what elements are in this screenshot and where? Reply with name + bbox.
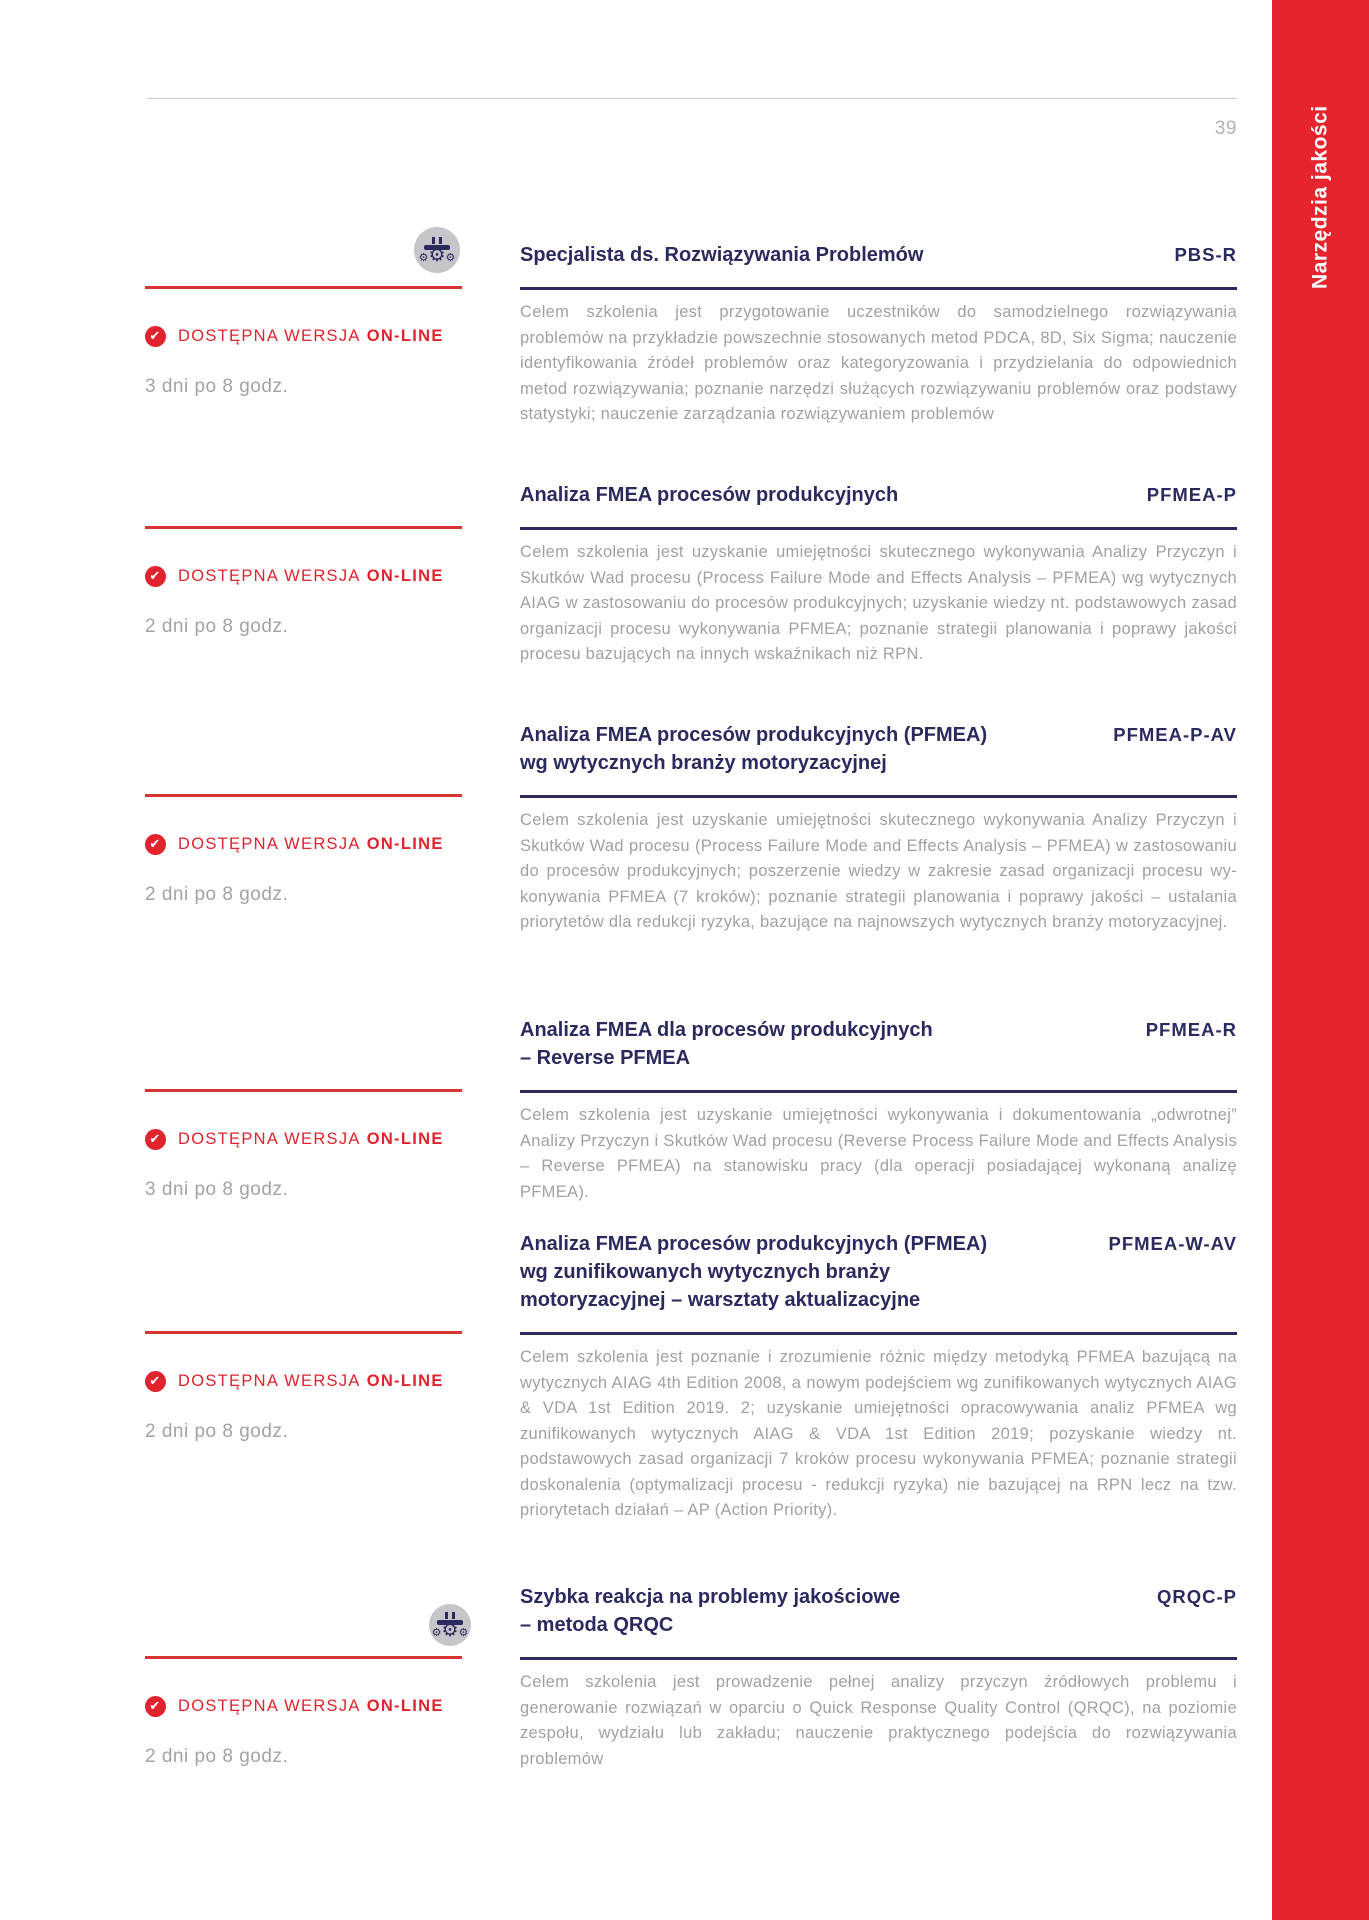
online-badge-bold: ON-LINE [366, 566, 444, 585]
online-badge-bold: ON-LINE [366, 1371, 444, 1390]
online-badge-bold: ON-LINE [366, 834, 444, 853]
course-duration: 2 dni po 8 godz. [145, 884, 289, 905]
course-code: PFMEA-P-AV [1113, 724, 1237, 745]
left-divider [145, 1656, 462, 1659]
title-underline [520, 527, 1237, 530]
course-description: Celem szkolenia jest przygotowanie uczestników do samodzielnego rozwiązywania problemów na przykładzie powszechnie stosowanych metod PDCA, 8D, Six Sigma; nauczenie identyfikowania źródeł problemów oraz kategoryzowania i przydzielania do odpowiednich metod rozwiązywania; poznanie narzędzi służących rozwiązywaniu problemów oraz podstawy statystyki; nauczenie zarządzania rozwiązywaniem problemów [520, 303, 1237, 423]
course-header [520, 481, 1237, 509]
course-header [520, 1016, 1237, 1072]
title-underline [520, 1332, 1237, 1335]
left-divider [145, 526, 462, 529]
course-code: PFMEA-W-AV [1108, 1233, 1237, 1254]
online-available-badge [145, 1694, 444, 1718]
course-title: Analiza FMEA procesów produkcyjnych (PFMEA) wg zunifikowanych wytycznych branży motoryzacyjnej – warsztaty aktualizacyjne [520, 1233, 988, 1311]
course-code: PBS-R [1174, 244, 1237, 265]
check-circle-icon: ✔ [145, 326, 166, 347]
course-header [520, 1230, 1237, 1314]
online-badge-bold: ON-LINE [366, 1129, 444, 1148]
online-available-badge [145, 324, 444, 348]
left-divider [145, 286, 462, 289]
course-header [520, 241, 1237, 269]
course-code: PFMEA-R [1145, 1019, 1237, 1040]
title-underline [520, 1657, 1237, 1660]
course-duration: 2 dni po 8 godz. [145, 616, 289, 637]
left-divider [145, 794, 462, 797]
course-code: PFMEA-P [1146, 484, 1237, 505]
online-available-badge [145, 564, 444, 588]
online-badge-text: DOSTĘPNA WERSJA [178, 834, 361, 853]
course-duration: 3 dni po 8 godz. [145, 376, 289, 397]
course-description: Celem szkolenia jest uzyskanie umiejętności skutecznego wykonywania Analizy Przyczyn i Skutków Wad procesu (Process Failure Mode and Effects Analysis – PFMEA) w zastosowaniu do procesów produkcyjnych; poszerzenie wiedzy w zakresie zasad organizacji procesu wy-konywania PFMEA (7 kroków); poznanie strategii planowania i poprawy jakości – ustalania priorytetów dla redukcji ryzyka, bazujące na najnowszych wytycznych branży motoryzacyjnej. [520, 811, 1237, 931]
course-description: Celem szkolenia jest prowadzenie pełnej analizy przyczyn źródłowych problemu i generowanie rozwiązań w oparciu o Quick Response Quality Control (QRQC), na poziomie zespołu, wydziału lub zakładu; nauczenie praktycznego podejścia do rozwiązywania problemów [520, 1673, 1237, 1768]
course-title: Specjalista ds. Rozwiązywania Problemów [520, 244, 924, 266]
check-circle-icon: ✔ [145, 1696, 166, 1717]
check-circle-icon: ✔ [145, 834, 166, 855]
workshop-gears-icon: ⚙⚙⚙ [429, 1604, 471, 1646]
course-title: Analiza FMEA procesów produkcyjnych (PFMEA) wg wytycznych branży motoryzacyjnej [520, 724, 988, 774]
category-sidebar-label: Narzędzia jakości [1308, 105, 1332, 289]
online-available-badge [145, 1127, 444, 1151]
online-badge-bold: ON-LINE [366, 326, 444, 345]
check-circle-icon: ✔ [145, 566, 166, 587]
title-underline [520, 795, 1237, 798]
course-title: Analiza FMEA dla procesów produkcyjnych – Reverse PFMEA [520, 1019, 933, 1069]
course-title: Szybka reakcja na problemy jakościowe – metoda QRQC [520, 1586, 901, 1636]
online-badge-text: DOSTĘPNA WERSJA [178, 326, 361, 345]
course-description: Celem szkolenia jest poznanie i zrozumienie różnic między metodyką PFMEA bazującą na wytycznych AIAG 4th Edition 2008, a nowym podejściem wg zunifikowanych wytycznych AIAG & VDA 1st Edition 2019. 2; uzyskanie umiejętności opracowywania analiz PFMEA wg zunifikowanych wytycznych AIAG & VDA 1st Edition 2019; pozyskanie wiedzy nt. podstawowych zasad organizacji 7 kroków procesu wykonywania PFMEA; poznanie strategii doskonalenia (optymalizacji procesu - redukcji ryzyka) nie bazującej na RPN lecz na tzw. priorytetach działań – AP (Action Priority). [520, 1348, 1237, 1519]
title-underline [520, 287, 1237, 290]
left-divider [145, 1089, 462, 1092]
left-divider [145, 1331, 462, 1334]
check-circle-icon: ✔ [145, 1129, 166, 1150]
online-badge-text: DOSTĘPNA WERSJA [178, 566, 361, 585]
online-badge-text: DOSTĘPNA WERSJA [178, 1371, 361, 1390]
online-available-badge [145, 1369, 444, 1393]
course-header [520, 721, 1237, 777]
check-circle-icon: ✔ [145, 1371, 166, 1392]
course-duration: 2 dni po 8 godz. [145, 1746, 289, 1767]
online-badge-text: DOSTĘPNA WERSJA [178, 1129, 361, 1148]
page-number: 39 [1214, 118, 1237, 139]
course-title: Analiza FMEA procesów produkcyjnych [520, 484, 899, 506]
course-header [520, 1583, 1237, 1639]
title-underline [520, 1090, 1237, 1093]
course-description: Celem szkolenia jest uzyskanie umiejętności skutecznego wykonywania Analizy Przyczyn i Skutków Wad procesu (Process Failure Mode and Effects Analysis – PFMEA) wg wytycznych AIAG w zastosowaniu do procesów produkcyjnych; uzyskanie wiedzy nt. podstawowych zasad organizacji procesu wykonywania PFMEA; poznanie strategii planowania i poprawy jakości procesu bazujących na innych wskaźnikach niż RPN. [520, 543, 1237, 663]
online-badge-bold: ON-LINE [366, 1696, 444, 1715]
course-duration: 3 dni po 8 godz. [145, 1179, 289, 1200]
course-description: Celem szkolenia jest uzyskanie umiejętności wykonywania i dokumentowania „odwrotnej” Analizy Przyczyn i Skutków Wad procesu (Reverse Process Failure Mode and Effects Analysis – Reverse PFMEA) na stanowisku pracy (dla operacji posiadającej wykonaną analizę PFMEA). [520, 1106, 1237, 1201]
online-available-badge [145, 832, 444, 856]
course-code: QRQC-P [1157, 1586, 1237, 1607]
workshop-gears-icon: ⚙⚙⚙ [414, 227, 460, 273]
course-duration: 2 dni po 8 godz. [145, 1421, 289, 1442]
top-divider [147, 98, 1237, 99]
online-badge-text: DOSTĘPNA WERSJA [178, 1696, 361, 1715]
